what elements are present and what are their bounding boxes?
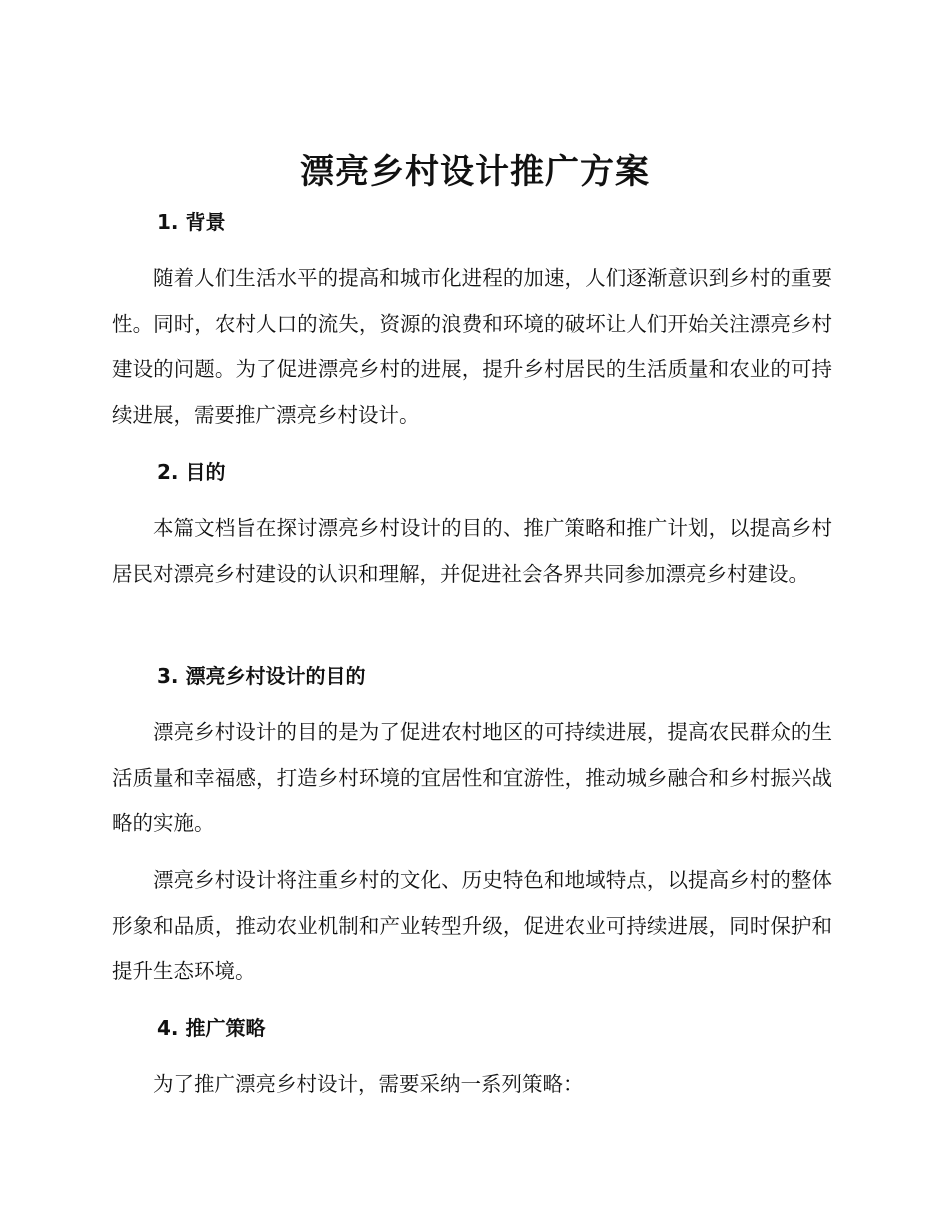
paragraph-background: 随着人们生活水平的提高和城市化进程的加速，人们逐渐意识到乡村的重要性。同时，农村人口的流失，资源的浪费和环境的破坏让人们开始关注漂亮乡村建设的问题。为了促进漂亮乡村的进展，提升乡村居民的生活质量和农业的可持续进展，需要推广漂亮乡村设计。	[112, 266, 832, 427]
paragraph-purpose: 本篇文档旨在探讨漂亮乡村设计的目的、推广策略和推广计划，以提高乡村居民对漂亮乡村建设的认识和理解，并促进社会各界共同参加漂亮乡村建设。	[112, 516, 832, 586]
section-heading-strategy: 4. 推广策略	[157, 1016, 266, 1040]
section-heading-background: 1. 背景	[157, 210, 226, 234]
paragraph-design-goals-2: 漂亮乡村设计将注重乡村的文化、历史特色和地域特点，以提高乡村的整体形象和品质，推动农业机制和产业转型升级，促进农业可持续进展，同时保护和提升生态环境。	[112, 868, 832, 983]
paragraph-design-goals-1: 漂亮乡村设计的目的是为了促进农村地区的可持续进展，提高农民群众的生活质量和幸福感，打造乡村环境的宜居性和宜游性，推动城乡融合和乡村振兴战略的实施。	[112, 720, 832, 835]
section-heading-purpose: 2. 目的	[157, 460, 226, 484]
paragraph-strategy: 为了推广漂亮乡村设计，需要采纳一系列策略：	[153, 1072, 584, 1096]
document-title: 漂亮乡村设计推广方案	[300, 152, 650, 192]
section-heading-design-goals: 3. 漂亮乡村设计的目的	[157, 664, 366, 688]
